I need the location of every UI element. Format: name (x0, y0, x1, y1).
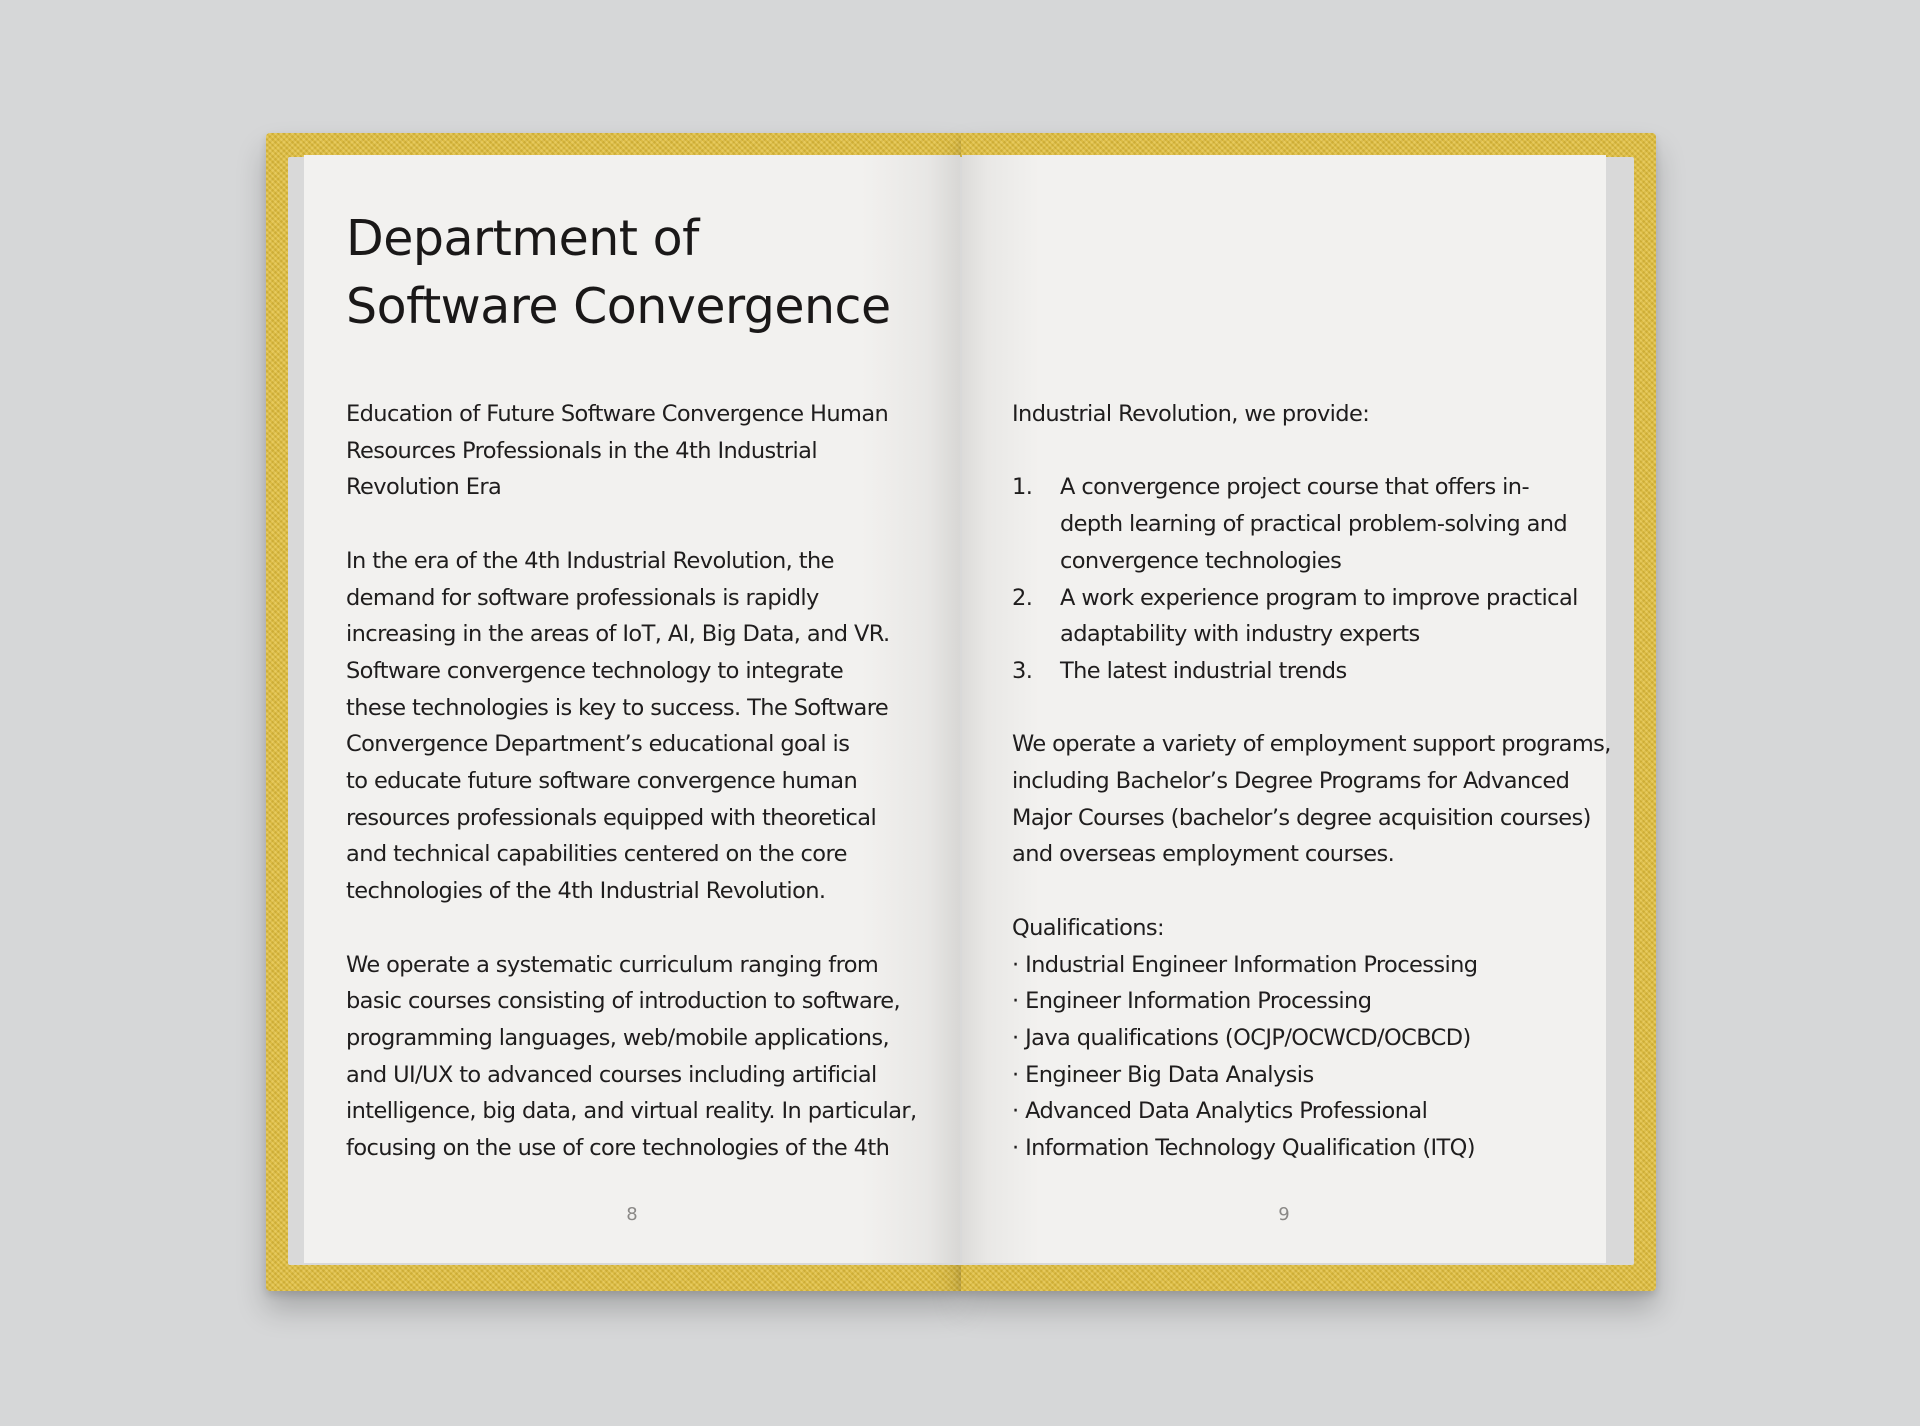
text-line: basic courses consisting of introduction to software, (346, 988, 901, 1015)
text-line: resources professionals equipped with theoretical (346, 804, 877, 831)
text-line: convergence technologies (1060, 547, 1342, 574)
list-item: · Engineer Big Data Analysis (1012, 1061, 1314, 1088)
right-body-text (1012, 396, 1611, 1167)
goal-paragraph (346, 543, 917, 910)
text-line: A convergence project course that offers in- (1060, 474, 1529, 501)
page-title (346, 205, 891, 341)
list-item: · Advanced Data Analytics Professional (1012, 1098, 1428, 1125)
text-line: and overseas employment courses. (1012, 841, 1395, 868)
list-item (1012, 653, 1611, 690)
intro-paragraph (346, 396, 917, 506)
list-number: 3. (1012, 657, 1033, 684)
left-page (304, 155, 960, 1263)
text-line: Convergence Department’s educational goal is (346, 731, 850, 758)
right-page (962, 155, 1611, 1263)
title-line: Software Convergence (346, 278, 891, 335)
title-line: Department of (346, 210, 699, 267)
text-line: depth learning of practical problem-solving and (1060, 511, 1568, 538)
text-line: demand for software professionals is rapidly (346, 584, 819, 611)
text-line: Revolution Era (346, 474, 502, 501)
curriculum-paragraph (346, 947, 917, 1167)
provision-list (1012, 469, 1611, 689)
text-line: We operate a variety of employment support programs, (1012, 731, 1611, 758)
list-item: · Industrial Engineer Information Processing (1012, 951, 1478, 978)
open-book (266, 133, 1656, 1291)
text-line: these technologies is key to success. The Software (346, 694, 889, 721)
text-line: intelligence, big data, and virtual reality. In particular, (346, 1098, 917, 1125)
text-line: including Bachelor’s Degree Programs for Advanced (1012, 768, 1570, 794)
text-line: The latest industrial trends (1060, 657, 1347, 684)
text-line: Software convergence technology to integrate (346, 657, 844, 684)
list-item (1012, 469, 1611, 579)
text-line: increasing in the areas of IoT, AI, Big Data, and VR. (346, 621, 890, 648)
text-line: technologies of the 4th Industrial Revolution. (346, 878, 826, 905)
list-item (1012, 580, 1611, 653)
text-line: adaptability with industry experts (1060, 621, 1420, 648)
text-line: Resources Professionals in the 4th Industrial (346, 437, 817, 464)
text-line: A work experience program to improve practical (1060, 584, 1578, 611)
qualifications-list (1012, 947, 1611, 1167)
text-line: We operate a systematic curriculum ranging from (346, 951, 879, 978)
text-line: focusing on the use of core technologies of the 4th (346, 1135, 890, 1162)
list-item: · Information Technology Qualification (ITQ) (1012, 1135, 1475, 1162)
text-line: programming languages, web/mobile applications, (346, 1024, 890, 1051)
left-body-text (346, 396, 917, 1167)
text-line: and UI/UX to advanced courses including artificial (346, 1061, 877, 1088)
text-line: Industrial Revolution, we provide: (1012, 401, 1370, 427)
list-number: 2. (1012, 584, 1033, 611)
list-item: · Engineer Information Processing (1012, 988, 1372, 1015)
qualifications-heading: Qualifications: (1012, 914, 1164, 941)
text-line: to educate future software convergence human (346, 768, 858, 795)
text-line: In the era of the 4th Industrial Revolution, the (346, 547, 834, 574)
employment-paragraph (1012, 726, 1611, 873)
page-number: 9 (1278, 1204, 1290, 1225)
page-number: 8 (626, 1204, 638, 1225)
list-item: · Java qualifications (OCJP/OCWCD/OCBCD) (1012, 1024, 1471, 1051)
text-line: Education of Future Software Convergence Human (346, 401, 889, 427)
text-line: and technical capabilities centered on the core (346, 841, 847, 868)
list-number: 1. (1012, 474, 1033, 501)
text-line: Major Courses (bachelor’s degree acquisition courses) (1012, 804, 1591, 831)
